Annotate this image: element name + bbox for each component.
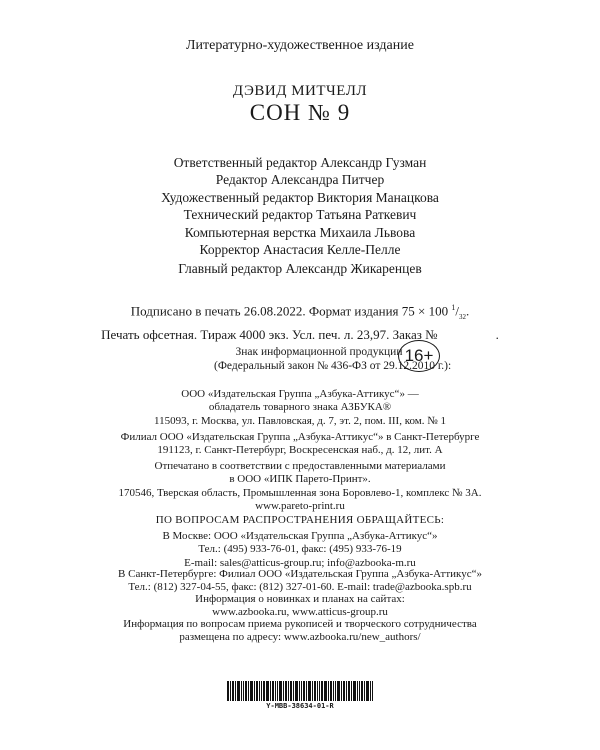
manuscripts-info: [0, 618, 600, 645]
format-numerator: 1: [451, 303, 456, 312]
printer-line: Отпечатано в соответствии с предоставленными материалами: [154, 460, 446, 472]
author-name: ДЭВИД МИТЧЕЛЛ: [232, 83, 368, 99]
credit-line: Художественный редактор Виктория Манацкова: [161, 189, 439, 205]
print-line1-end: .: [466, 303, 470, 319]
printer-line: в ООО «ИПК Парето-Принт».: [229, 473, 371, 486]
print-info: [0, 299, 600, 343]
chief-editor: Главный редактор Александр Жикаренцев: [178, 261, 422, 276]
book-title: СОН № 9: [249, 100, 351, 125]
publisher-block: [0, 388, 600, 428]
credit-line: Ответственный редактор Александр Гузман: [173, 155, 427, 170]
spb-contacts: [0, 568, 600, 595]
manuscripts-line: Информация по вопросам приема рукописей и творческого сотрудничества: [123, 618, 477, 630]
credit-line: Корректор Анастасия Келле-Пелле: [199, 242, 401, 258]
news-line: Информация о новинках и планах на сайтах:: [195, 593, 405, 605]
info-mark-line-2: (Федеральный закон № 436-ФЗ от 29.12.2010 г.):: [214, 360, 452, 372]
moscow-contacts: [0, 530, 600, 570]
barcode-code: Y-MBB-38634-01-R: [266, 702, 334, 710]
genre-label: Литературно-художественное издание: [186, 38, 414, 53]
format-denominator: 32: [459, 312, 466, 321]
distribution-heading: ПО ВОПРОСАМ РАСПРОСТРАНЕНИЯ ОБРАЩАЙТЕСЬ:: [155, 514, 445, 526]
age-rating-badge: 16+: [398, 340, 440, 372]
credit-line: Технический редактор Татьяна Раткевич: [183, 207, 417, 223]
info-mark-line-1: Знак информационной продукции: [235, 346, 403, 358]
manuscripts-url: размещена по адресу: www.azbooka.ru/new_authors/: [179, 631, 421, 644]
credits-list: [0, 154, 600, 258]
credit-line: Компьютерная верстка Михаила Львова: [184, 224, 416, 240]
print-line2-end: .: [495, 326, 499, 342]
publisher-line: обладатель товарного знака АЗБУКА®: [208, 401, 392, 414]
printer-website: www.pareto-print.ru: [255, 500, 345, 513]
news-info: [0, 593, 600, 620]
publisher-line: ООО «Издательская Группа „Азбука-Аттикус“» —: [181, 388, 419, 400]
moscow-email: E-mail: sales@atticus-group.ru; info@azbooka-m.ru: [184, 556, 416, 569]
credit-line: Редактор Александра Питчер: [215, 172, 385, 188]
information-product-mark: [214, 345, 452, 373]
publisher-address: 115093, г. Москва, ул. Павловская, д. 7, эт. 2, пом. III, ком. № 1: [153, 414, 446, 427]
branch-line: Филиал ООО «Издательская Группа „Азбука-Аттикус“» в Санкт-Петербурге: [120, 431, 480, 443]
branch-address: 191123, г. Санкт-Петербург, Воскресенская наб., д. 12, лит. А: [157, 444, 443, 457]
print-info-line-1: Подписано в печать 26.08.2022. Формат издания 75 × 100 $^1/_{32}$.: [130, 303, 470, 321]
news-websites: www.azbooka.ru, www.atticus-group.ru: [212, 606, 388, 619]
spb-line: В Санкт-Петербурге: Филиал ООО «Издательская Группа „Азбука-Аттикус“»: [118, 568, 482, 580]
printer-block: [0, 460, 600, 514]
spb-phone: Тел.: (812) 327-04-55, факс: (812) 327-01-60. E-mail: trade@azbooka.spb.ru: [128, 581, 472, 594]
print-info-line-2: [0, 326, 600, 343]
moscow-line: В Москве: ООО «Издательская Группа „Азбука-Аттикус“»: [162, 530, 438, 542]
print-format-text: Подписано в печать 26.08.2022. Формат издания 75 × 100: [130, 303, 449, 319]
barcode: [227, 681, 373, 710]
branch-block: [0, 431, 600, 458]
barcode-icon: [227, 681, 373, 701]
print-run-text: Печать офсетная. Тираж 4000 экз. Усл. печ. л. 23,97. Заказ №: [101, 326, 438, 342]
moscow-phone: Тел.: (495) 933-76-01, факс: (495) 933-76-19: [198, 543, 402, 556]
printer-address: 170546, Тверская область, Промышленная зона Боровлево-1, комплекс № 3А.: [118, 486, 482, 499]
